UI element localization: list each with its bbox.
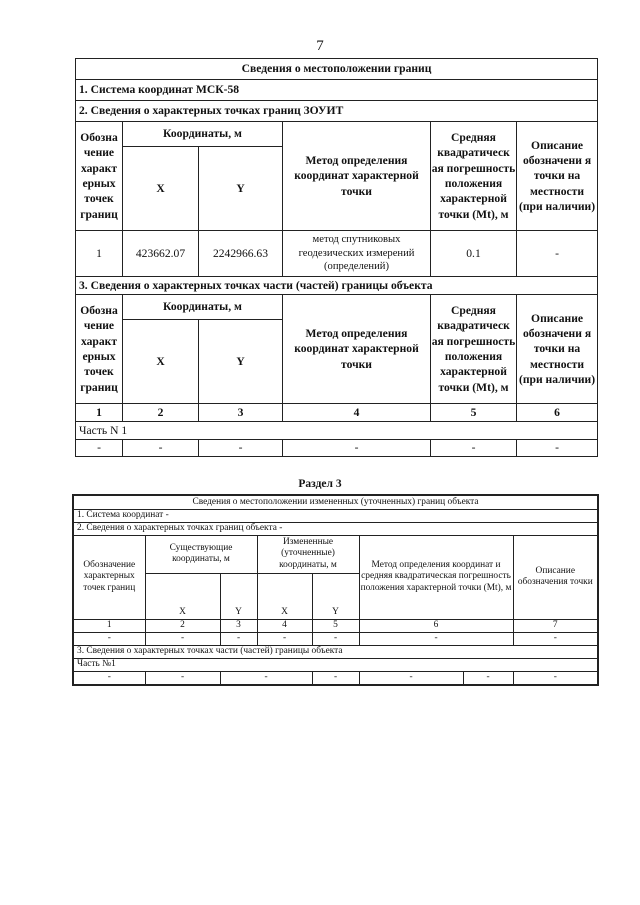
section-heading: Раздел 3 [298, 478, 342, 490]
changed-boundaries-table [72, 494, 599, 686]
table-row [76, 440, 598, 457]
dash-cell: - [220, 671, 312, 685]
part-label: Часть N 1 [76, 422, 598, 440]
table-row [76, 231, 598, 277]
dash-cell: - [312, 632, 359, 645]
header-y: Y [220, 573, 257, 619]
dash-cell: - [312, 671, 359, 685]
header-error: Средняя квадратическ ая погрешность положения характерной точки (Mt), м [431, 295, 517, 404]
cell-error: 0.1 [431, 231, 517, 277]
dash-cell: - [513, 632, 598, 645]
cell-point: 1 [76, 231, 123, 277]
table-row [73, 671, 598, 685]
column-number: 4 [283, 404, 431, 422]
column-number: 6 [517, 404, 598, 422]
dash-cell: - [76, 440, 123, 457]
parts-heading-row: 3. Сведения о характерных точках части (частей) границы объекта [76, 277, 598, 295]
column-number: 1 [76, 404, 123, 422]
column-number: 4 [257, 619, 312, 632]
header-method: Метод определения координат и средняя квадратическая погрешность положения характерной точки (Mt), м [359, 535, 513, 619]
header-coords: Координаты, м [123, 122, 283, 147]
dash-cell: - [123, 440, 199, 457]
dash-cell: - [145, 671, 220, 685]
dash-cell: - [73, 671, 145, 685]
table-title: Сведения о местоположении измененных (уточненных) границ объекта [73, 495, 598, 509]
header-method: Метод определения координат характерной точки [283, 122, 431, 231]
coord-system-row: 1. Система координат МСК-58 [76, 80, 598, 101]
part-label: Часть №1 [73, 658, 598, 671]
table-row [73, 632, 598, 645]
header-x: X [123, 147, 199, 231]
header-y: Y [199, 320, 283, 404]
column-number: 7 [513, 619, 598, 632]
header-description: Описание обозначени я точки на местности (при наличии) [517, 295, 598, 404]
column-number: 6 [359, 619, 513, 632]
header-point: Обозна чение характ ерных точек границ [76, 122, 123, 231]
header-y: Y [312, 573, 359, 619]
dash-cell: - [145, 632, 220, 645]
dash-cell: - [463, 671, 513, 685]
header-method: Метод определения координат характерной точки [283, 295, 431, 404]
page-number: 7 [316, 38, 324, 54]
header-coords: Координаты, м [123, 295, 283, 320]
boundaries-table [75, 58, 598, 457]
header-error: Средняя квадратическ ая погрешность положения характерной точки (Mt), м [431, 122, 517, 231]
column-number: 3 [220, 619, 257, 632]
header-x: X [123, 320, 199, 404]
cell-x: 423662.07 [123, 231, 199, 277]
dash-cell: - [431, 440, 517, 457]
points-heading-row: 2. Сведения о характерных точках границ ЗОУИТ [76, 101, 598, 122]
header-changed: Измененные (уточненные) координаты, м [257, 535, 359, 573]
dash-cell: - [73, 632, 145, 645]
header-point: Обозна чение характ ерных точек границ [76, 295, 123, 404]
dash-cell: - [283, 440, 431, 457]
header-point: Обозначение характерных точек границ [73, 535, 145, 619]
column-number: 5 [431, 404, 517, 422]
dash-cell: - [359, 671, 463, 685]
header-description: Описание обозначения точки [513, 535, 598, 619]
cell-y: 2242966.63 [199, 231, 283, 277]
column-numbers-row [76, 404, 598, 422]
cell-method: метод спутниковых геодезических измерений (определений) [283, 231, 431, 277]
column-numbers-row [73, 619, 598, 632]
dash-cell: - [517, 440, 598, 457]
header-description: Описание обозначени я точки на местности (при наличии) [517, 122, 598, 231]
header-y: Y [199, 147, 283, 231]
dash-cell: - [257, 632, 312, 645]
cell-description: - [517, 231, 598, 277]
dash-cell: - [359, 632, 513, 645]
header-existing: Существующие координаты, м [145, 535, 257, 573]
header-x: X [257, 573, 312, 619]
column-number: 3 [199, 404, 283, 422]
table-title: Сведения о местоположении границ [76, 59, 598, 80]
dash-cell: - [513, 671, 598, 685]
column-number: 1 [73, 619, 145, 632]
header-x: X [145, 573, 220, 619]
points-heading-row: 2. Сведения о характерных точках границ объекта - [73, 522, 598, 535]
column-number: 2 [145, 619, 220, 632]
coord-system-row: 1. Система координат - [73, 509, 598, 522]
parts-heading-row: 3. Сведения о характерных точках части (частей) границы объекта [73, 645, 598, 658]
column-number: 2 [123, 404, 199, 422]
dash-cell: - [220, 632, 257, 645]
column-number: 5 [312, 619, 359, 632]
dash-cell: - [199, 440, 283, 457]
